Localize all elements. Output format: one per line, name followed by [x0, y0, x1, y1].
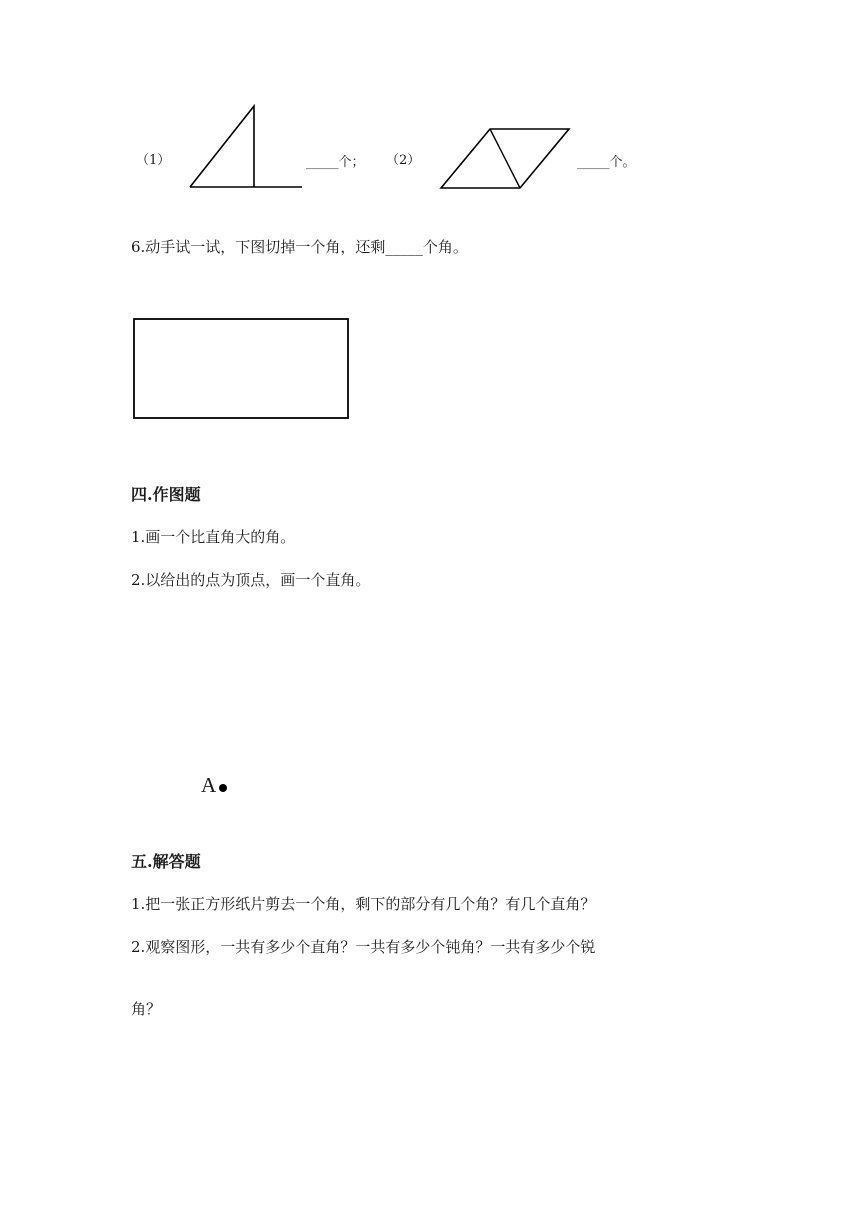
- section-4-title: 四.作图题: [131, 485, 201, 504]
- section-4-question-2: 2.以给出的点为顶点，画一个直角。: [131, 571, 371, 589]
- question-6: 6.动手试一试，下图切掉一个角，还剩_____个角。: [131, 238, 468, 256]
- point-a-dot: [219, 784, 227, 792]
- section-5-title: 五.解答题: [131, 852, 201, 871]
- point-a-label: A: [201, 773, 217, 797]
- parallelogram-outline: [441, 129, 569, 188]
- section-4-question-1: 1.画一个比直角大的角。: [131, 528, 296, 546]
- rectangle-figure: [134, 319, 348, 418]
- section-5-question-2-line-1: 2.观察图形，一共有多少个直角？一共有多少个钝角？一共有多少个锐: [131, 938, 596, 956]
- part1-label: （1）: [136, 153, 171, 168]
- part2-blank: _____个。: [577, 155, 636, 170]
- triangle-1-outline: [190, 106, 254, 187]
- section-5-question-2-line-2: 角？: [131, 1000, 162, 1018]
- section-5-question-1: 1.把一张正方形纸片剪去一个角，剩下的部分有几个角？有几个直角？: [131, 895, 596, 913]
- part1-blank: _____个；: [306, 155, 365, 170]
- part2-label: （2）: [386, 153, 421, 168]
- parallelogram-diagonal: [490, 129, 520, 188]
